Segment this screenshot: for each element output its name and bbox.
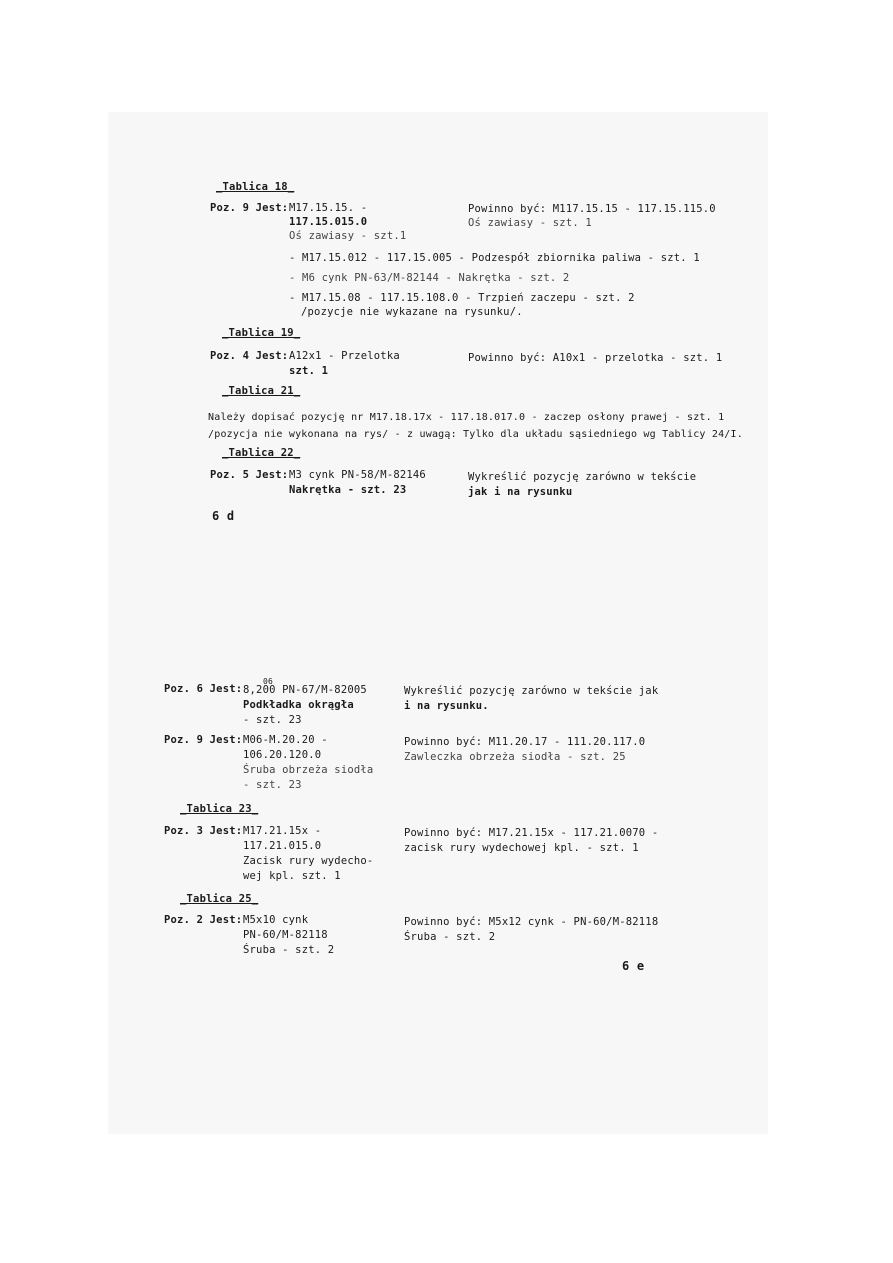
jest-line: PN-60/M-82118 bbox=[243, 929, 328, 941]
superscript-note: 06 bbox=[263, 677, 274, 686]
pos-label: Poz. 5 Jest: bbox=[210, 469, 289, 481]
jest-line: A12x1 - Przelotka bbox=[289, 350, 400, 362]
jest-line: Zacisk rury wydecho- bbox=[243, 855, 374, 867]
powinno-line: Powinno być: M17.21.15x - 117.21.0070 - bbox=[404, 827, 659, 839]
extra-line: - M17.15.012 - 117.15.005 - Podzespół zbiornika paliwa - szt. 1 bbox=[289, 252, 700, 264]
jest-line: wej kpl. szt. 1 bbox=[243, 870, 341, 882]
extra-line: - M17.15.08 - 117.15.108.0 - Trzpień zaczepu - szt. 2 bbox=[289, 292, 635, 304]
jest-line: Podkładka okrągła bbox=[243, 699, 354, 711]
page-number: 6 e bbox=[622, 959, 645, 973]
jest-line: - szt. 23 bbox=[243, 714, 302, 726]
jest-line: szt. 1 bbox=[289, 365, 329, 377]
pos-label: Poz. 2 Jest: bbox=[164, 914, 243, 926]
powinno-line: Śruba - szt. 2 bbox=[404, 931, 496, 943]
pos-label: Poz. 9 Jest: bbox=[164, 734, 243, 746]
pos-label: Poz. 3 Jest: bbox=[164, 825, 243, 837]
heading-tablica-19: _Tablica 19_ bbox=[222, 327, 301, 339]
powinno-line: jak i na rysunku bbox=[468, 486, 573, 498]
jest-line: - szt. 23 bbox=[243, 779, 302, 791]
heading-tablica-22: _Tablica 22_ bbox=[222, 447, 301, 459]
note-line: /pozycja nie wykonana na rys/ - z uwagą: Tylko dla układu sąsiedniego wg Tablicy 24/I. bbox=[208, 429, 743, 440]
jest-line: 117.21.015.0 bbox=[243, 840, 322, 852]
jest-line: 117.15.015.0 bbox=[289, 216, 368, 228]
jest-line: 8,200 PN-67/M-82005 bbox=[243, 684, 367, 696]
powinno-line: Wykreślić pozycję zarówno w tekście jak bbox=[404, 685, 659, 697]
heading-tablica-25: _Tablica 25_ bbox=[180, 893, 259, 905]
powinno-line: Powinno być: M117.15.15 - 117.15.115.0 bbox=[468, 203, 716, 215]
powinno-line: Powinno być: A10x1 - przelotka - szt. 1 bbox=[468, 352, 723, 364]
jest-line: M3 cynk PN-58/M-82146 bbox=[289, 469, 426, 481]
document-page bbox=[108, 112, 768, 1134]
extra-line: /pozycje nie wykazane na rysunku/. bbox=[301, 306, 523, 318]
extra-line: - M6 cynk PN-63/M-82144 - Nakrętka - szt. 2 bbox=[289, 272, 570, 284]
powinno-line: Powinno być: M5x12 cynk - PN-60/M-82118 bbox=[404, 916, 659, 928]
heading-tablica-23: _Tablica 23_ bbox=[180, 803, 259, 815]
jest-line: M5x10 cynk bbox=[243, 914, 309, 926]
jest-line: M06-M.20.20 - bbox=[243, 734, 328, 746]
jest-line: Śruba - szt. 2 bbox=[243, 944, 335, 956]
powinno-line: Powinno być: M11.20.17 - 111.20.117.0 bbox=[404, 736, 646, 748]
pos-label: Poz. 9 Jest: bbox=[210, 202, 289, 214]
jest-line: M17.15.15. - bbox=[289, 202, 368, 214]
powinno-line: Oś zawiasy - szt. 1 bbox=[468, 217, 592, 229]
page-number: 6 d bbox=[212, 509, 235, 523]
powinno-line: i na rysunku. bbox=[404, 700, 489, 712]
heading-tablica-18: _Tablica 18_ bbox=[216, 181, 295, 193]
powinno-line: zacisk rury wydechowej kpl. - szt. 1 bbox=[404, 842, 639, 854]
powinno-line: Wykreślić pozycję zarówno w tekście bbox=[468, 471, 697, 483]
jest-line: 106.20.120.0 bbox=[243, 749, 322, 761]
jest-line: Oś zawiasy - szt.1 bbox=[289, 230, 407, 242]
jest-line: Śruba obrzeża siodła bbox=[243, 764, 374, 776]
note-line: Należy dopisać pozycję nr M17.18.17x - 117.18.017.0 - zaczep osłony prawej - szt. 1 bbox=[208, 412, 725, 423]
jest-line: Nakrętka - szt. 23 bbox=[289, 484, 407, 496]
heading-tablica-21: _Tablica 21_ bbox=[222, 385, 301, 397]
pos-label: Poz. 4 Jest: bbox=[210, 350, 289, 362]
jest-line: M17.21.15x - bbox=[243, 825, 322, 837]
powinno-line: Zawleczka obrzeża siodła - szt. 25 bbox=[404, 751, 626, 763]
pos-label: Poz. 6 Jest: bbox=[164, 683, 243, 695]
